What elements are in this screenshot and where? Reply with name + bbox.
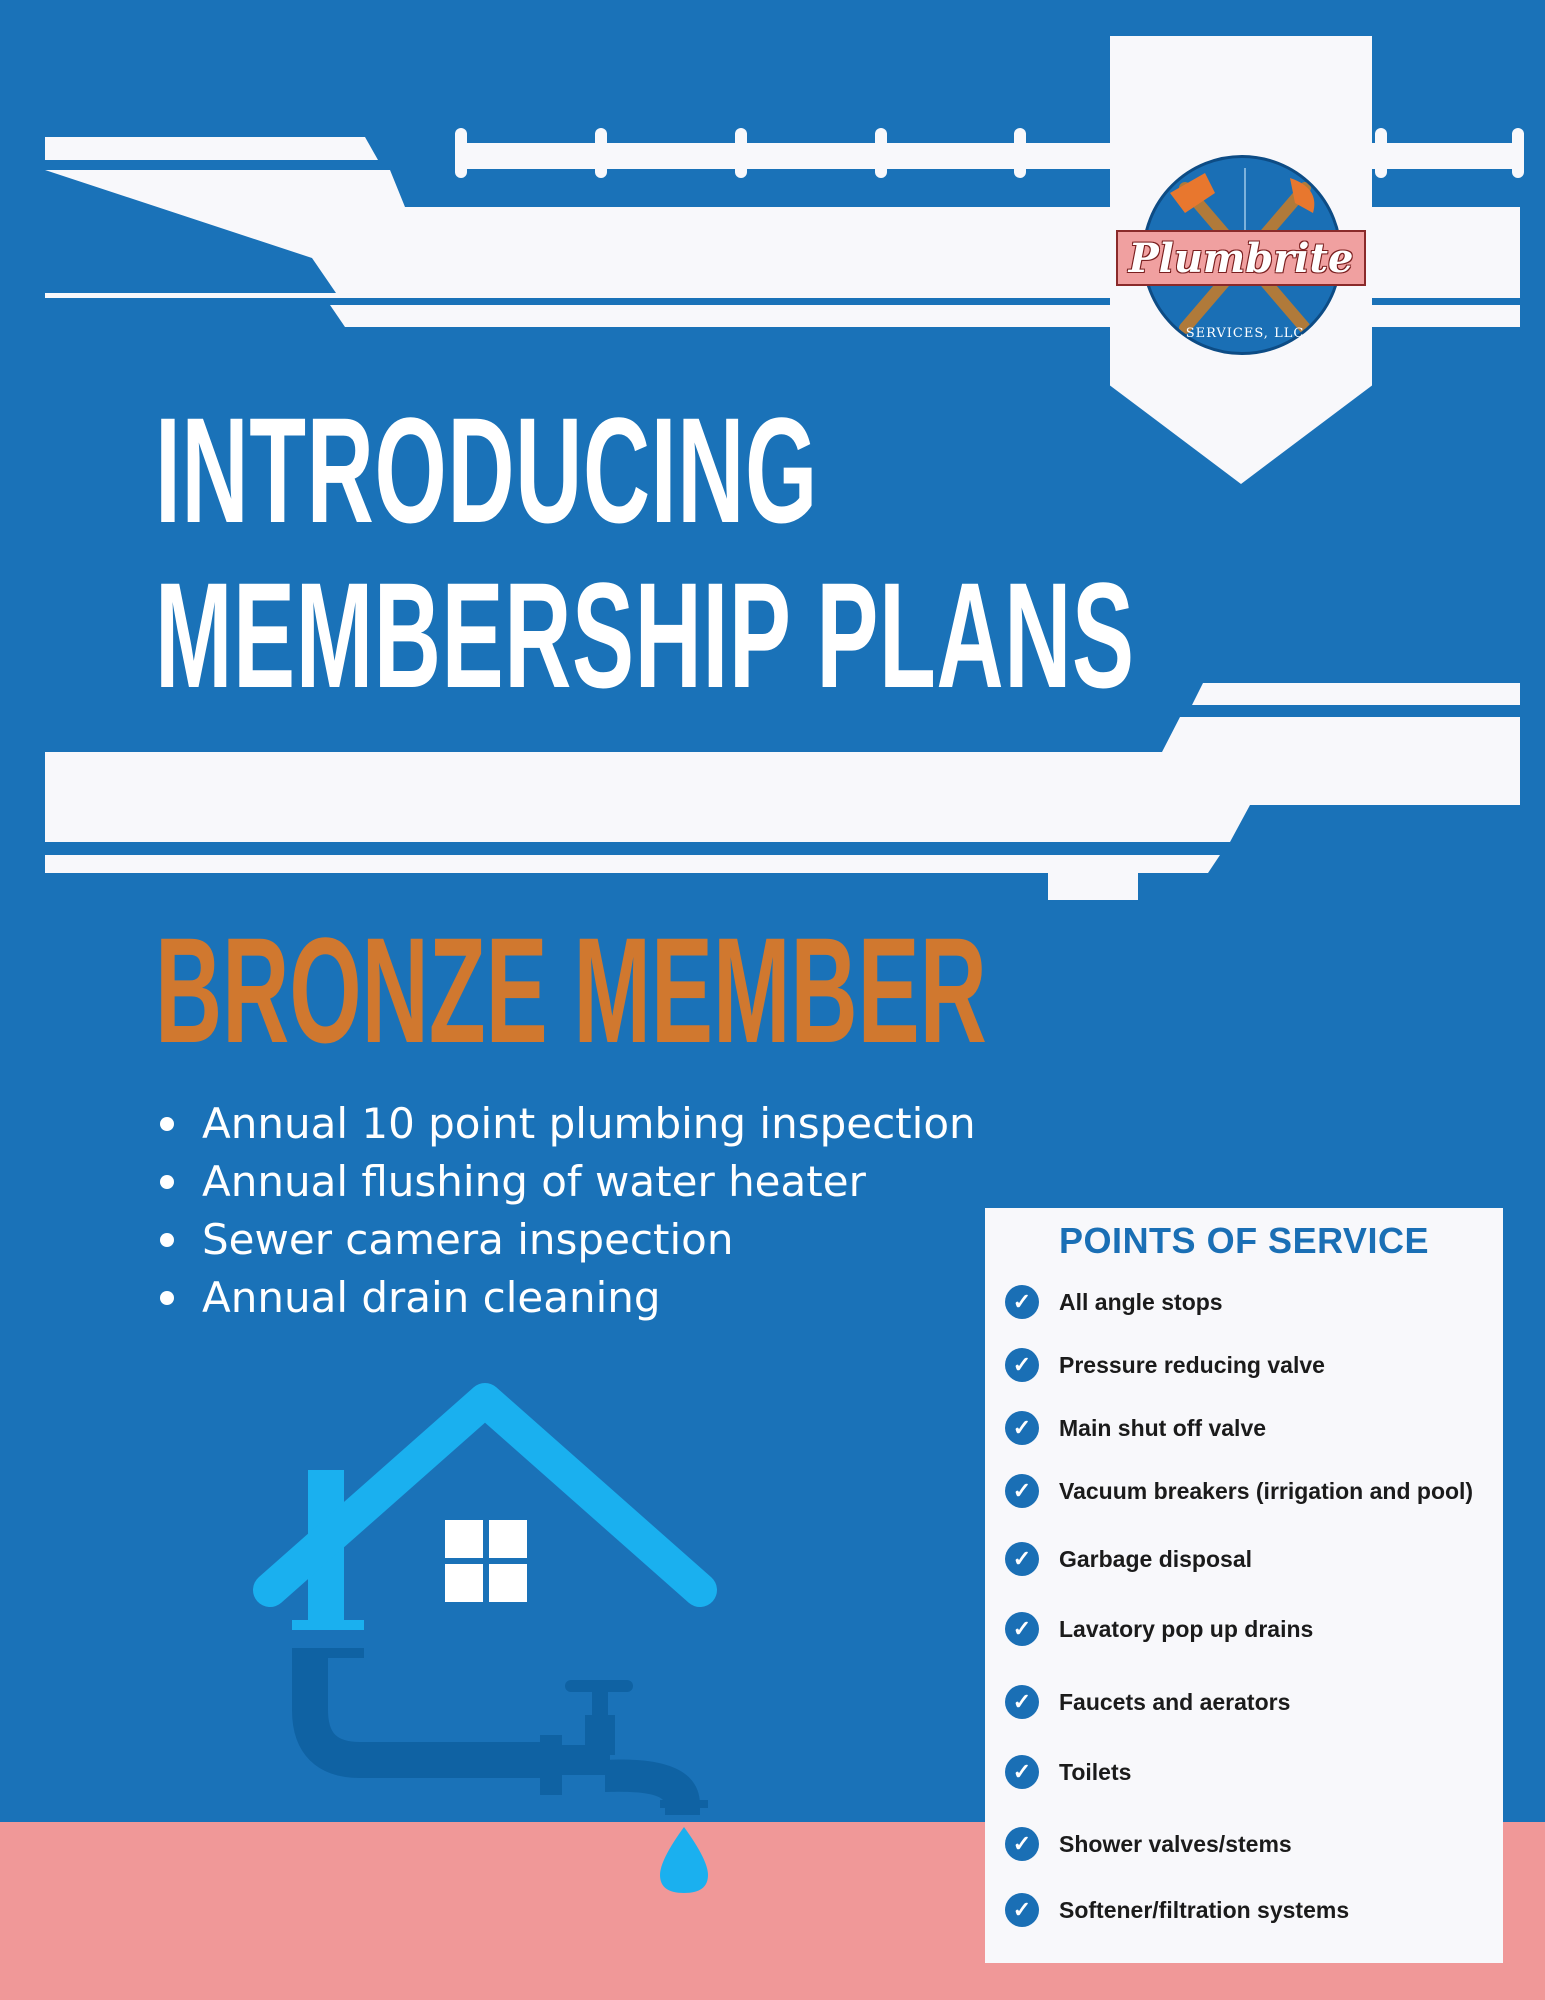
mid-band-main	[45, 717, 1520, 842]
check-circle-icon: ✓	[1005, 1542, 1039, 1576]
check-circle-icon: ✓	[1005, 1827, 1039, 1861]
headline-line-2: MEMBERSHIP PLANS	[155, 551, 1135, 719]
bullet-icon	[160, 1175, 174, 1189]
bullet-icon	[160, 1291, 174, 1305]
top-band-lower	[45, 258, 336, 293]
points-of-service-title: POINTS OF SERVICE	[1059, 1220, 1429, 1261]
service-item: ✓ All angle stops	[1005, 1285, 1223, 1319]
check-circle-icon: ✓	[1005, 1612, 1039, 1646]
faucet-icon	[292, 1648, 708, 1815]
logo-subtitle: SERVICES, LLC	[1185, 326, 1305, 341]
service-item: ✓ Vacuum breakers (irrigation and pool)	[1005, 1474, 1473, 1508]
check-circle-icon: ✓	[1005, 1474, 1039, 1508]
top-band-thin	[45, 137, 378, 160]
page-headline	[155, 388, 1135, 718]
logo-name: Plumbrite	[1128, 234, 1354, 282]
headline-line-1: INTRODUCING	[155, 386, 818, 554]
service-item: ✓ Main shut off valve	[1005, 1411, 1266, 1445]
water-drop-icon	[660, 1827, 708, 1893]
house-faucet-illustration	[240, 1380, 740, 1900]
check-circle-icon: ✓	[1005, 1348, 1039, 1382]
mid-band-bottom	[45, 855, 1220, 873]
check-circle-icon: ✓	[1005, 1285, 1039, 1319]
service-item: ✓ Shower valves/stems	[1005, 1827, 1292, 1861]
benefit-list	[160, 1095, 976, 1327]
bullet-icon	[160, 1117, 174, 1131]
service-item: ✓ Faucets and aerators	[1005, 1685, 1290, 1719]
benefit-item: Annual 10 point plumbing inspection	[160, 1095, 976, 1153]
benefit-item: Sewer camera inspection	[160, 1211, 976, 1269]
house-icon	[270, 1400, 700, 1630]
service-item: ✓ Garbage disposal	[1005, 1542, 1252, 1576]
check-circle-icon: ✓	[1005, 1685, 1039, 1719]
mid-band-thin	[1192, 683, 1520, 705]
check-circle-icon: ✓	[1005, 1893, 1039, 1927]
service-item: ✓ Softener/filtration systems	[1005, 1893, 1349, 1927]
benefit-item: Annual flushing of water heater	[160, 1153, 976, 1211]
service-item: ✓ Toilets	[1005, 1755, 1131, 1789]
check-circle-icon: ✓	[1005, 1755, 1039, 1789]
plan-title: BRONZE MEMBER	[155, 906, 987, 1074]
points-of-service-card	[985, 1208, 1503, 1963]
check-circle-icon: ✓	[1005, 1411, 1039, 1445]
service-item: ✓ Pressure reducing valve	[1005, 1348, 1325, 1382]
service-item: ✓ Lavatory pop up drains	[1005, 1612, 1313, 1646]
benefit-item: Annual drain cleaning	[160, 1269, 976, 1327]
logo-banner	[1116, 230, 1366, 286]
bullet-icon	[160, 1233, 174, 1247]
